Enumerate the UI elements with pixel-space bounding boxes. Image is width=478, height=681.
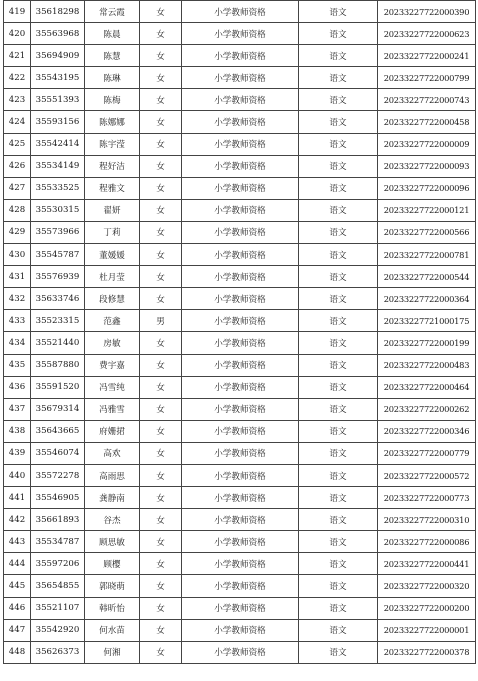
name-cell: 陈琳	[85, 67, 140, 89]
registration-id-cell: 35679314	[31, 398, 85, 420]
row-number-cell: 424	[4, 111, 31, 133]
qualification-list-table	[3, 0, 476, 664]
name-cell: 翟妍	[85, 199, 140, 221]
table-row	[4, 509, 476, 531]
name-cell: 程雅文	[85, 177, 140, 199]
subject-cell: 语文	[299, 553, 378, 575]
name-cell: 冯雪纯	[85, 376, 140, 398]
name-cell: 高欢	[85, 442, 140, 464]
row-number-cell: 439	[4, 442, 31, 464]
certificate-number-cell: 20233227722000241	[378, 45, 476, 67]
qualification-cell: 小学教师资格	[182, 641, 299, 663]
gender-cell: 女	[140, 199, 182, 221]
qualification-cell: 小学教师资格	[182, 575, 299, 597]
table-row	[4, 597, 476, 619]
row-number-cell: 438	[4, 420, 31, 442]
qualification-cell: 小学教师资格	[182, 111, 299, 133]
registration-id-cell: 35587880	[31, 354, 85, 376]
qualification-cell: 小学教师资格	[182, 23, 299, 45]
certificate-number-cell: 20233227722000200	[378, 597, 476, 619]
subject-cell: 语文	[299, 177, 378, 199]
gender-cell: 女	[140, 354, 182, 376]
table-row	[4, 575, 476, 597]
table-row	[4, 288, 476, 310]
qualification-cell: 小学教师资格	[182, 199, 299, 221]
certificate-number-cell: 20233227722000441	[378, 553, 476, 575]
certificate-number-cell: 20233227722000310	[378, 509, 476, 531]
qualification-cell: 小学教师资格	[182, 420, 299, 442]
qualification-cell: 小学教师资格	[182, 1, 299, 23]
certificate-number-cell: 20233227722000544	[378, 266, 476, 288]
table-row	[4, 111, 476, 133]
name-cell: 府姗捃	[85, 420, 140, 442]
gender-cell: 女	[140, 531, 182, 553]
subject-cell: 语文	[299, 155, 378, 177]
qualification-cell: 小学教师资格	[182, 398, 299, 420]
subject-cell: 语文	[299, 288, 378, 310]
row-number-cell: 441	[4, 487, 31, 509]
certificate-number-cell: 20233227722000346	[378, 420, 476, 442]
qualification-cell: 小学教师资格	[182, 619, 299, 641]
row-number-cell: 419	[4, 1, 31, 23]
name-cell: 陈宇滢	[85, 133, 140, 155]
subject-cell: 语文	[299, 619, 378, 641]
subject-cell: 语文	[299, 133, 378, 155]
gender-cell: 女	[140, 619, 182, 641]
name-cell: 房敏	[85, 332, 140, 354]
row-number-cell: 436	[4, 376, 31, 398]
certificate-number-cell: 20233227722000121	[378, 199, 476, 221]
subject-cell: 语文	[299, 509, 378, 531]
subject-cell: 语文	[299, 1, 378, 23]
qualification-cell: 小学教师资格	[182, 67, 299, 89]
row-number-cell: 420	[4, 23, 31, 45]
certificate-number-cell: 20233227722000364	[378, 288, 476, 310]
gender-cell: 女	[140, 67, 182, 89]
gender-cell: 女	[140, 464, 182, 486]
subject-cell: 语文	[299, 531, 378, 553]
gender-cell: 女	[140, 641, 182, 663]
subject-cell: 语文	[299, 23, 378, 45]
registration-id-cell: 35597206	[31, 553, 85, 575]
registration-id-cell: 35551393	[31, 89, 85, 111]
subject-cell: 语文	[299, 354, 378, 376]
qualification-cell: 小学教师资格	[182, 376, 299, 398]
table-row	[4, 354, 476, 376]
row-number-cell: 435	[4, 354, 31, 376]
table-row	[4, 464, 476, 486]
table-row	[4, 442, 476, 464]
qualification-cell: 小学教师资格	[182, 509, 299, 531]
subject-cell: 语文	[299, 310, 378, 332]
table-row	[4, 244, 476, 266]
subject-cell: 语文	[299, 376, 378, 398]
row-number-cell: 428	[4, 199, 31, 221]
subject-cell: 语文	[299, 45, 378, 67]
table-row	[4, 155, 476, 177]
qualification-cell: 小学教师资格	[182, 89, 299, 111]
qualification-cell: 小学教师资格	[182, 177, 299, 199]
registration-id-cell: 35563968	[31, 23, 85, 45]
qualification-cell: 小学教师资格	[182, 244, 299, 266]
registration-id-cell: 35593156	[31, 111, 85, 133]
name-cell: 段修慧	[85, 288, 140, 310]
table-row	[4, 619, 476, 641]
certificate-number-cell: 20233227722000779	[378, 442, 476, 464]
row-number-cell: 422	[4, 67, 31, 89]
gender-cell: 女	[140, 332, 182, 354]
gender-cell: 女	[140, 575, 182, 597]
name-cell: 陈梅	[85, 89, 140, 111]
subject-cell: 语文	[299, 332, 378, 354]
gender-cell: 女	[140, 244, 182, 266]
certificate-number-cell: 20233227722000009	[378, 133, 476, 155]
table-row	[4, 199, 476, 221]
row-number-cell: 421	[4, 45, 31, 67]
name-cell: 费宇嘉	[85, 354, 140, 376]
gender-cell: 女	[140, 177, 182, 199]
gender-cell: 女	[140, 221, 182, 243]
qualification-cell: 小学教师资格	[182, 442, 299, 464]
row-number-cell: 425	[4, 133, 31, 155]
name-cell: 董媛媛	[85, 244, 140, 266]
registration-id-cell: 35542414	[31, 133, 85, 155]
gender-cell: 女	[140, 597, 182, 619]
table-row	[4, 531, 476, 553]
table-row	[4, 332, 476, 354]
registration-id-cell: 35521107	[31, 597, 85, 619]
gender-cell: 女	[140, 89, 182, 111]
table-row	[4, 553, 476, 575]
gender-cell: 女	[140, 155, 182, 177]
qualification-cell: 小学教师资格	[182, 487, 299, 509]
row-number-cell: 444	[4, 553, 31, 575]
registration-id-cell: 35661893	[31, 509, 85, 531]
name-cell: 顾樱	[85, 553, 140, 575]
registration-id-cell: 35545787	[31, 244, 85, 266]
table-row	[4, 487, 476, 509]
qualification-cell: 小学教师资格	[182, 221, 299, 243]
table-row	[4, 221, 476, 243]
subject-cell: 语文	[299, 442, 378, 464]
subject-cell: 语文	[299, 266, 378, 288]
gender-cell: 女	[140, 487, 182, 509]
row-number-cell: 429	[4, 221, 31, 243]
registration-id-cell: 35534787	[31, 531, 85, 553]
row-number-cell: 447	[4, 619, 31, 641]
row-number-cell: 437	[4, 398, 31, 420]
qualification-cell: 小学教师资格	[182, 553, 299, 575]
table-row	[4, 23, 476, 45]
name-cell: 何湘	[85, 641, 140, 663]
certificate-number-cell: 20233227722000093	[378, 155, 476, 177]
row-number-cell: 423	[4, 89, 31, 111]
name-cell: 杜月莹	[85, 266, 140, 288]
gender-cell: 男	[140, 310, 182, 332]
name-cell: 程好洁	[85, 155, 140, 177]
gender-cell: 女	[140, 266, 182, 288]
row-number-cell: 434	[4, 332, 31, 354]
registration-id-cell: 35633746	[31, 288, 85, 310]
gender-cell: 女	[140, 420, 182, 442]
name-cell: 韩昕怡	[85, 597, 140, 619]
row-number-cell: 442	[4, 509, 31, 531]
name-cell: 范鑫	[85, 310, 140, 332]
subject-cell: 语文	[299, 464, 378, 486]
table-row	[4, 133, 476, 155]
gender-cell: 女	[140, 45, 182, 67]
gender-cell: 女	[140, 398, 182, 420]
name-cell: 丁莉	[85, 221, 140, 243]
gender-cell: 女	[140, 23, 182, 45]
subject-cell: 语文	[299, 89, 378, 111]
name-cell: 陈慧	[85, 45, 140, 67]
qualification-cell: 小学教师资格	[182, 266, 299, 288]
certificate-number-cell: 20233227722000001	[378, 619, 476, 641]
row-number-cell: 433	[4, 310, 31, 332]
certificate-number-cell: 20233227722000320	[378, 575, 476, 597]
name-cell: 陈晨	[85, 23, 140, 45]
gender-cell: 女	[140, 553, 182, 575]
table-body	[4, 1, 476, 664]
row-number-cell: 426	[4, 155, 31, 177]
certificate-number-cell: 20233227722000623	[378, 23, 476, 45]
table-row	[4, 45, 476, 67]
name-cell: 高雨思	[85, 464, 140, 486]
table-row	[4, 89, 476, 111]
registration-id-cell: 35542920	[31, 619, 85, 641]
subject-cell: 语文	[299, 420, 378, 442]
subject-cell: 语文	[299, 398, 378, 420]
subject-cell: 语文	[299, 199, 378, 221]
table-row	[4, 310, 476, 332]
qualification-cell: 小学教师资格	[182, 155, 299, 177]
registration-id-cell: 35654855	[31, 575, 85, 597]
name-cell: 顾思敏	[85, 531, 140, 553]
registration-id-cell: 35618298	[31, 1, 85, 23]
gender-cell: 女	[140, 1, 182, 23]
certificate-number-cell: 20233227722000262	[378, 398, 476, 420]
qualification-cell: 小学教师资格	[182, 310, 299, 332]
qualification-cell: 小学教师资格	[182, 332, 299, 354]
registration-id-cell: 35530315	[31, 199, 85, 221]
name-cell: 何水苗	[85, 619, 140, 641]
registration-id-cell: 35573966	[31, 221, 85, 243]
name-cell: 常云霞	[85, 1, 140, 23]
certificate-number-cell: 20233227721000175	[378, 310, 476, 332]
certificate-number-cell: 20233227722000799	[378, 67, 476, 89]
gender-cell: 女	[140, 288, 182, 310]
table-row	[4, 67, 476, 89]
row-number-cell: 440	[4, 464, 31, 486]
subject-cell: 语文	[299, 597, 378, 619]
table-row	[4, 398, 476, 420]
row-number-cell: 448	[4, 641, 31, 663]
registration-id-cell: 35523315	[31, 310, 85, 332]
certificate-number-cell: 20233227722000390	[378, 1, 476, 23]
row-number-cell: 445	[4, 575, 31, 597]
qualification-cell: 小学教师资格	[182, 597, 299, 619]
certificate-number-cell: 20233227722000773	[378, 487, 476, 509]
registration-id-cell: 35576939	[31, 266, 85, 288]
qualification-cell: 小学教师资格	[182, 531, 299, 553]
subject-cell: 语文	[299, 244, 378, 266]
subject-cell: 语文	[299, 575, 378, 597]
name-cell: 龚静南	[85, 487, 140, 509]
subject-cell: 语文	[299, 641, 378, 663]
qualification-cell: 小学教师资格	[182, 45, 299, 67]
name-cell: 冯雅雪	[85, 398, 140, 420]
certificate-number-cell: 20233227722000566	[378, 221, 476, 243]
registration-id-cell: 35643665	[31, 420, 85, 442]
registration-id-cell: 35546074	[31, 442, 85, 464]
registration-id-cell: 35572278	[31, 464, 85, 486]
registration-id-cell: 35694909	[31, 45, 85, 67]
registration-id-cell: 35521440	[31, 332, 85, 354]
table-row	[4, 177, 476, 199]
registration-id-cell: 35533525	[31, 177, 85, 199]
registration-id-cell: 35534149	[31, 155, 85, 177]
certificate-number-cell: 20233227722000199	[378, 332, 476, 354]
registration-id-cell: 35626373	[31, 641, 85, 663]
registration-id-cell: 35546905	[31, 487, 85, 509]
registration-id-cell: 35591520	[31, 376, 85, 398]
certificate-number-cell: 20233227722000378	[378, 641, 476, 663]
qualification-cell: 小学教师资格	[182, 288, 299, 310]
name-cell: 陈娜娜	[85, 111, 140, 133]
gender-cell: 女	[140, 509, 182, 531]
row-number-cell: 431	[4, 266, 31, 288]
qualification-cell: 小学教师资格	[182, 133, 299, 155]
table-row	[4, 1, 476, 23]
name-cell: 郭晓萌	[85, 575, 140, 597]
row-number-cell: 430	[4, 244, 31, 266]
certificate-number-cell: 20233227722000572	[378, 464, 476, 486]
certificate-number-cell: 20233227722000483	[378, 354, 476, 376]
subject-cell: 语文	[299, 67, 378, 89]
certificate-number-cell: 20233227722000458	[378, 111, 476, 133]
subject-cell: 语文	[299, 111, 378, 133]
name-cell: 谷杰	[85, 509, 140, 531]
certificate-number-cell: 20233227722000781	[378, 244, 476, 266]
subject-cell: 语文	[299, 487, 378, 509]
gender-cell: 女	[140, 442, 182, 464]
gender-cell: 女	[140, 376, 182, 398]
table-row	[4, 641, 476, 663]
row-number-cell: 446	[4, 597, 31, 619]
table-row	[4, 376, 476, 398]
row-number-cell: 443	[4, 531, 31, 553]
qualification-cell: 小学教师资格	[182, 464, 299, 486]
registration-id-cell: 35543195	[31, 67, 85, 89]
certificate-number-cell: 20233227722000096	[378, 177, 476, 199]
table-row	[4, 266, 476, 288]
gender-cell: 女	[140, 111, 182, 133]
gender-cell: 女	[140, 133, 182, 155]
table-row	[4, 420, 476, 442]
row-number-cell: 432	[4, 288, 31, 310]
certificate-number-cell: 20233227722000086	[378, 531, 476, 553]
qualification-cell: 小学教师资格	[182, 354, 299, 376]
subject-cell: 语文	[299, 221, 378, 243]
row-number-cell: 427	[4, 177, 31, 199]
certificate-number-cell: 20233227722000464	[378, 376, 476, 398]
certificate-number-cell: 20233227722000743	[378, 89, 476, 111]
